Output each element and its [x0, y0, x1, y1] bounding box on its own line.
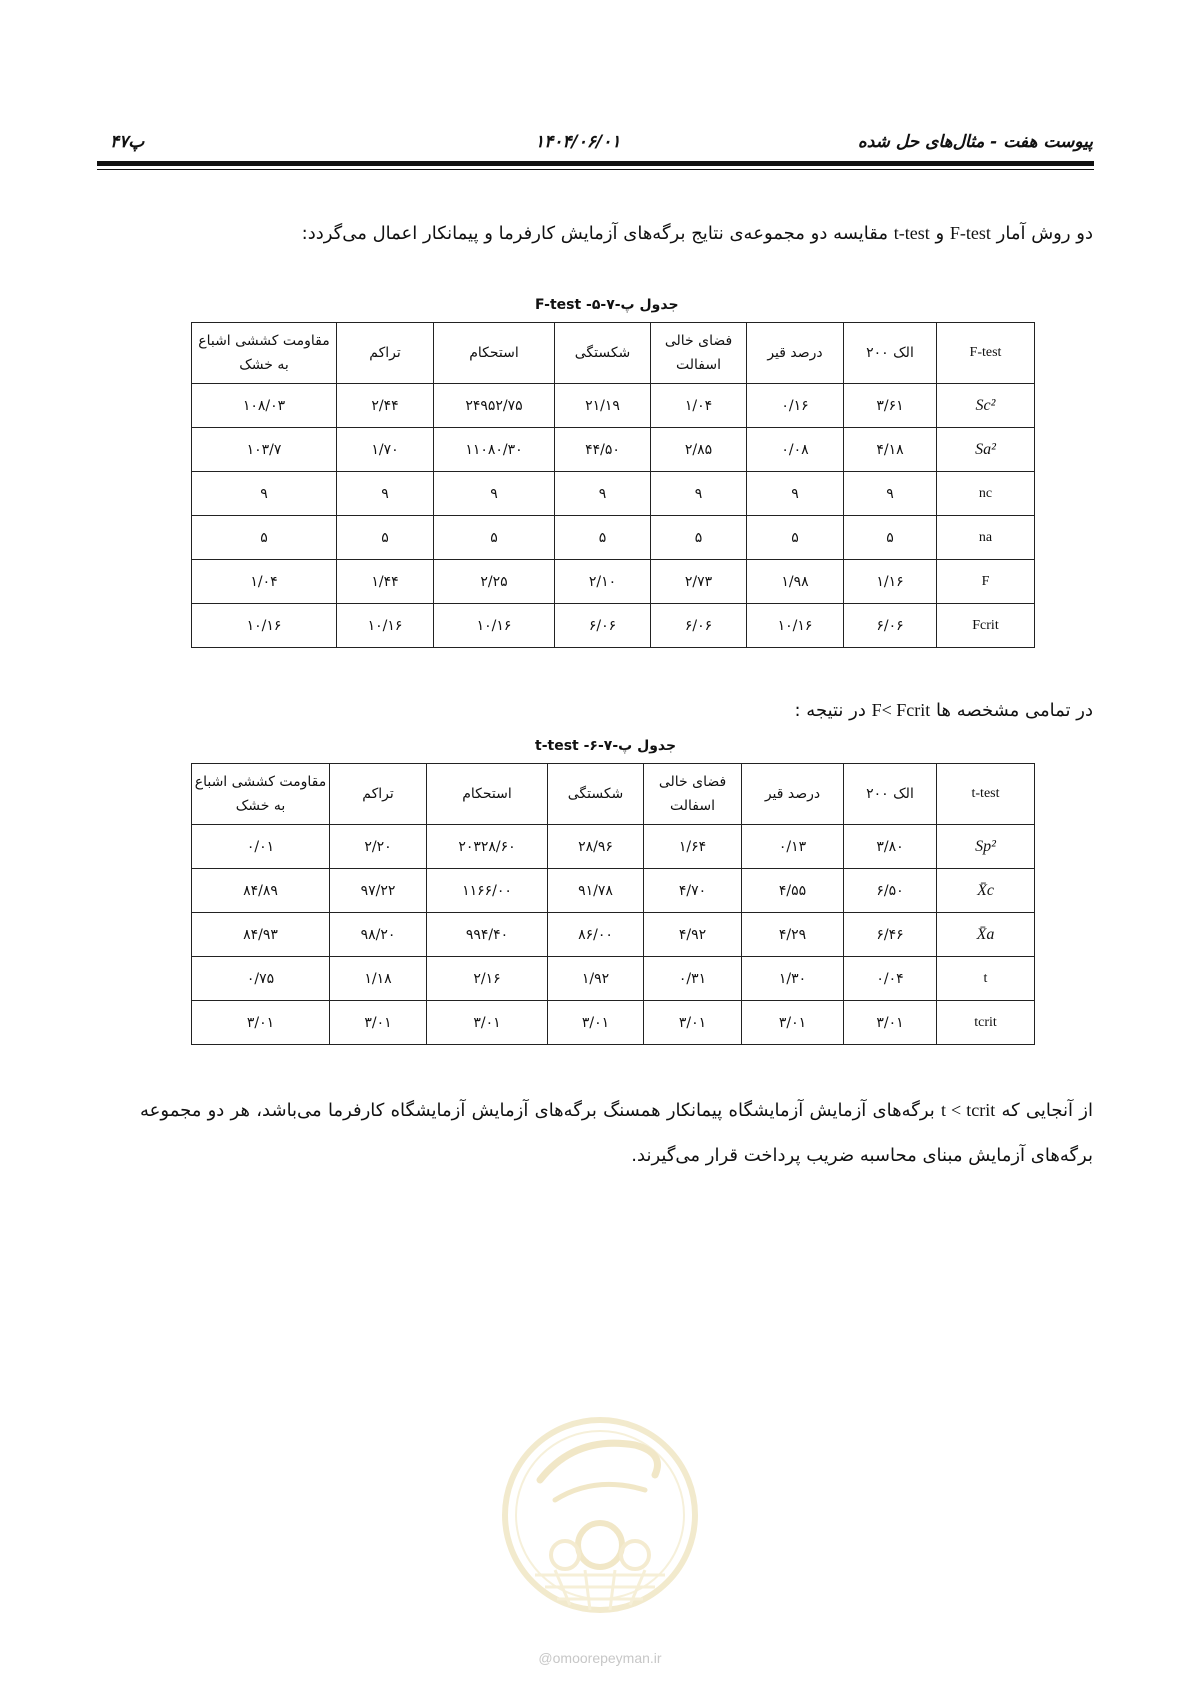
- table-row: [192, 825, 1035, 869]
- table-cell: ۴/۵۵: [742, 869, 844, 913]
- table-t-header: فضای خالی اسفالت: [644, 764, 742, 825]
- header-date: ۱۴۰۴/۰۶/۰۱: [535, 132, 621, 152]
- table-cell: ۶/۰۶: [651, 604, 747, 648]
- table-cell: ۱۰/۱۶: [434, 604, 555, 648]
- row-label: Sa²: [937, 428, 1035, 472]
- table-cell: ۳/۶۱: [844, 384, 937, 428]
- header-page-number: پ۴۷: [110, 132, 145, 152]
- table-cell: ۱/۹۲: [548, 957, 644, 1001]
- table-cell: ۱/۴۴: [337, 560, 434, 604]
- table-t-header: الک ۲۰۰: [844, 764, 937, 825]
- table-cell: ۵: [747, 516, 844, 560]
- row-label: t: [937, 957, 1035, 1001]
- table-row: [192, 472, 1035, 516]
- table-cell: ۱۰/۱۶: [192, 604, 337, 648]
- table-cell: ۲/۲۰: [330, 825, 427, 869]
- table-f-test: [191, 322, 1035, 648]
- table-row: [192, 604, 1035, 648]
- mid-expression: F< Fcrit: [871, 700, 931, 720]
- row-label: na: [937, 516, 1035, 560]
- table-cell: ۶/۰۶: [844, 604, 937, 648]
- header-rule-thin: [97, 169, 1094, 170]
- table-cell: ۴۴/۵۰: [555, 428, 651, 472]
- table-f-header: تراکم: [337, 323, 434, 384]
- intro-ftest: F-test: [949, 223, 991, 243]
- row-label: Fcrit: [937, 604, 1035, 648]
- row-label: F: [937, 560, 1035, 604]
- table-f-header: الک ۲۰۰: [844, 323, 937, 384]
- intro-ttest: t-test: [893, 223, 930, 243]
- table-cell: ۰/۳۱: [644, 957, 742, 1001]
- mid-prefix: در تمامی مشخصه ها: [936, 700, 1093, 721]
- table-cell: ۲/۲۵: [434, 560, 555, 604]
- table-cell: ۹۷/۲۲: [330, 869, 427, 913]
- table-cell: ۱/۹۸: [747, 560, 844, 604]
- table-cell: ۳/۰۱: [192, 1001, 330, 1045]
- table-cell: ۱۱۶۶/۰۰: [427, 869, 548, 913]
- table-row: [192, 1001, 1035, 1045]
- table-cell: ۶/۴۶: [844, 913, 937, 957]
- table-cell: ۱/۱۶: [844, 560, 937, 604]
- conclusion-expression: t < tcrit: [941, 1100, 996, 1120]
- table-cell: ۳/۰۱: [330, 1001, 427, 1045]
- table-f-header: درصد قیر: [747, 323, 844, 384]
- table-cell: ۶/۵۰: [844, 869, 937, 913]
- table-cell: ۲/۷۳: [651, 560, 747, 604]
- table-cell: ۹: [337, 472, 434, 516]
- table-f-header: F-test: [937, 323, 1035, 384]
- table-f-header: فضای خالی اسفالت: [651, 323, 747, 384]
- table-cell: ۳/۰۱: [844, 1001, 937, 1045]
- table-cell: ۴/۹۲: [644, 913, 742, 957]
- table-t-test: [191, 763, 1035, 1045]
- intro-paragraph: [302, 223, 1093, 244]
- table-cell: ۵: [844, 516, 937, 560]
- table-cell: ۹: [747, 472, 844, 516]
- table-cell: ۱۰/۱۶: [337, 604, 434, 648]
- table-row: [192, 957, 1035, 1001]
- table-cell: ۵: [434, 516, 555, 560]
- table-cell: ۲۸/۹۶: [548, 825, 644, 869]
- mid-suffix: در نتیجه :: [794, 700, 866, 721]
- table-cell: ۱/۶۴: [644, 825, 742, 869]
- table-t-header: درصد قیر: [742, 764, 844, 825]
- watermark-text: @omoorepeyman.ir: [538, 1650, 662, 1666]
- table-f-header: مقاومت کششی اشباع به خشک: [192, 323, 337, 384]
- table-cell: ۴/۱۸: [844, 428, 937, 472]
- table-cell: ۹: [192, 472, 337, 516]
- table-cell: ۵: [192, 516, 337, 560]
- intro-suffix: مقایسه دو مجموعه‌ی نتایج برگه‌های آزمایش کارفرما و پیمانکار اعمال می‌گردد:: [301, 223, 889, 244]
- table-cell: ۹۸/۲۰: [330, 913, 427, 957]
- mid-paragraph: [795, 700, 1093, 721]
- table-row: [192, 560, 1035, 604]
- table-cell: ۱۰۸/۰۳: [192, 384, 337, 428]
- row-label: nc: [937, 472, 1035, 516]
- intro-conj: و: [935, 223, 945, 244]
- table-cell: ۱/۷۰: [337, 428, 434, 472]
- table-cell: ۱/۰۴: [192, 560, 337, 604]
- row-label: tcrit: [937, 1001, 1035, 1045]
- table-cell: ۲/۸۵: [651, 428, 747, 472]
- table-cell: ۵: [651, 516, 747, 560]
- table-cell: ۵: [337, 516, 434, 560]
- table-cell: ۴/۲۹: [742, 913, 844, 957]
- table-cell: ۱۰۳/۷: [192, 428, 337, 472]
- row-label: Sc²: [937, 384, 1035, 428]
- table-cell: ۳/۰۱: [742, 1001, 844, 1045]
- table-cell: ۸۴/۸۹: [192, 869, 330, 913]
- table-cell: ۸۶/۰۰: [548, 913, 644, 957]
- table-cell: ۱/۱۸: [330, 957, 427, 1001]
- table-cell: ۹: [651, 472, 747, 516]
- table-cell: ۰/۰۴: [844, 957, 937, 1001]
- table-cell: ۱/۳۰: [742, 957, 844, 1001]
- table-row: [192, 913, 1035, 957]
- table-cell: ۲/۴۴: [337, 384, 434, 428]
- table-f-header-row: [192, 323, 1035, 384]
- table-cell: ۶/۰۶: [555, 604, 651, 648]
- table-cell: ۳/۰۱: [644, 1001, 742, 1045]
- table-row: [192, 384, 1035, 428]
- table-cell: ۲۱/۱۹: [555, 384, 651, 428]
- table-cell: ۰/۰۱: [192, 825, 330, 869]
- table-t-header: t-test: [937, 764, 1035, 825]
- table-cell: ۱/۰۴: [651, 384, 747, 428]
- table-cell: ۲/۱۶: [427, 957, 548, 1001]
- header-section-title: پیوست هفت - مثال‌های حل شده: [857, 132, 1093, 152]
- row-label: X̄a: [937, 913, 1035, 957]
- table-t-header: تراکم: [330, 764, 427, 825]
- table-cell: ۹: [434, 472, 555, 516]
- table-cell: ۹: [555, 472, 651, 516]
- table-cell: ۰/۱۳: [742, 825, 844, 869]
- table-cell: ۹: [844, 472, 937, 516]
- table-cell: ۲۰۳۲۸/۶۰: [427, 825, 548, 869]
- table-cell: ۳/۸۰: [844, 825, 937, 869]
- watermark-logo-icon: [495, 1405, 705, 1645]
- table-cell: ۰/۱۶: [747, 384, 844, 428]
- table-t-header-row: [192, 764, 1035, 825]
- table-t-header: مقاومت کششی اشباع به خشک: [192, 764, 330, 825]
- conclusion-suffix: برگه‌های آزمایش آزمایشگاه پیمانکار همسنگ برگه‌های آزمایش آزمایشگاه کارفرما می‌باشد، هر دو مجموعه برگه‌های آزمایش مبنای محاسبه ضریب پرداخت قرار می‌گیرند.: [140, 1100, 1093, 1166]
- table-cell: ۱۰/۱۶: [747, 604, 844, 648]
- table-cell: ۴/۷۰: [644, 869, 742, 913]
- table-cell: ۰/۷۵: [192, 957, 330, 1001]
- intro-prefix: دو روش آمار: [996, 223, 1093, 244]
- table-row: [192, 516, 1035, 560]
- table-row: [192, 869, 1035, 913]
- table-cell: ۵: [555, 516, 651, 560]
- table-t-caption: جدول پ-۷-۶- t-test: [535, 738, 677, 754]
- table-cell: ۳/۰۱: [427, 1001, 548, 1045]
- table-cell: ۳/۰۱: [548, 1001, 644, 1045]
- table-cell: ۲/۱۰: [555, 560, 651, 604]
- table-row: [192, 428, 1035, 472]
- table-f-header: استحکام: [434, 323, 555, 384]
- conclusion-prefix: از آنجایی که: [1001, 1100, 1093, 1121]
- table-f-header: شکستگی: [555, 323, 651, 384]
- row-label: X̄c: [937, 869, 1035, 913]
- table-cell: ۱۱۰۸۰/۳۰: [434, 428, 555, 472]
- table-cell: ۸۴/۹۳: [192, 913, 330, 957]
- table-t-header: شکستگی: [548, 764, 644, 825]
- table-cell: ۹۱/۷۸: [548, 869, 644, 913]
- row-label: Sp²: [937, 825, 1035, 869]
- table-t-header: استحکام: [427, 764, 548, 825]
- table-cell: ۰/۰۸: [747, 428, 844, 472]
- header-rule-thick: [97, 161, 1094, 166]
- conclusion-paragraph: [140, 1088, 1093, 1178]
- table-cell: ۲۴۹۵۲/۷۵: [434, 384, 555, 428]
- table-cell: ۹۹۴/۴۰: [427, 913, 548, 957]
- table-f-caption: جدول پ-۷-۵- F-test: [535, 297, 679, 313]
